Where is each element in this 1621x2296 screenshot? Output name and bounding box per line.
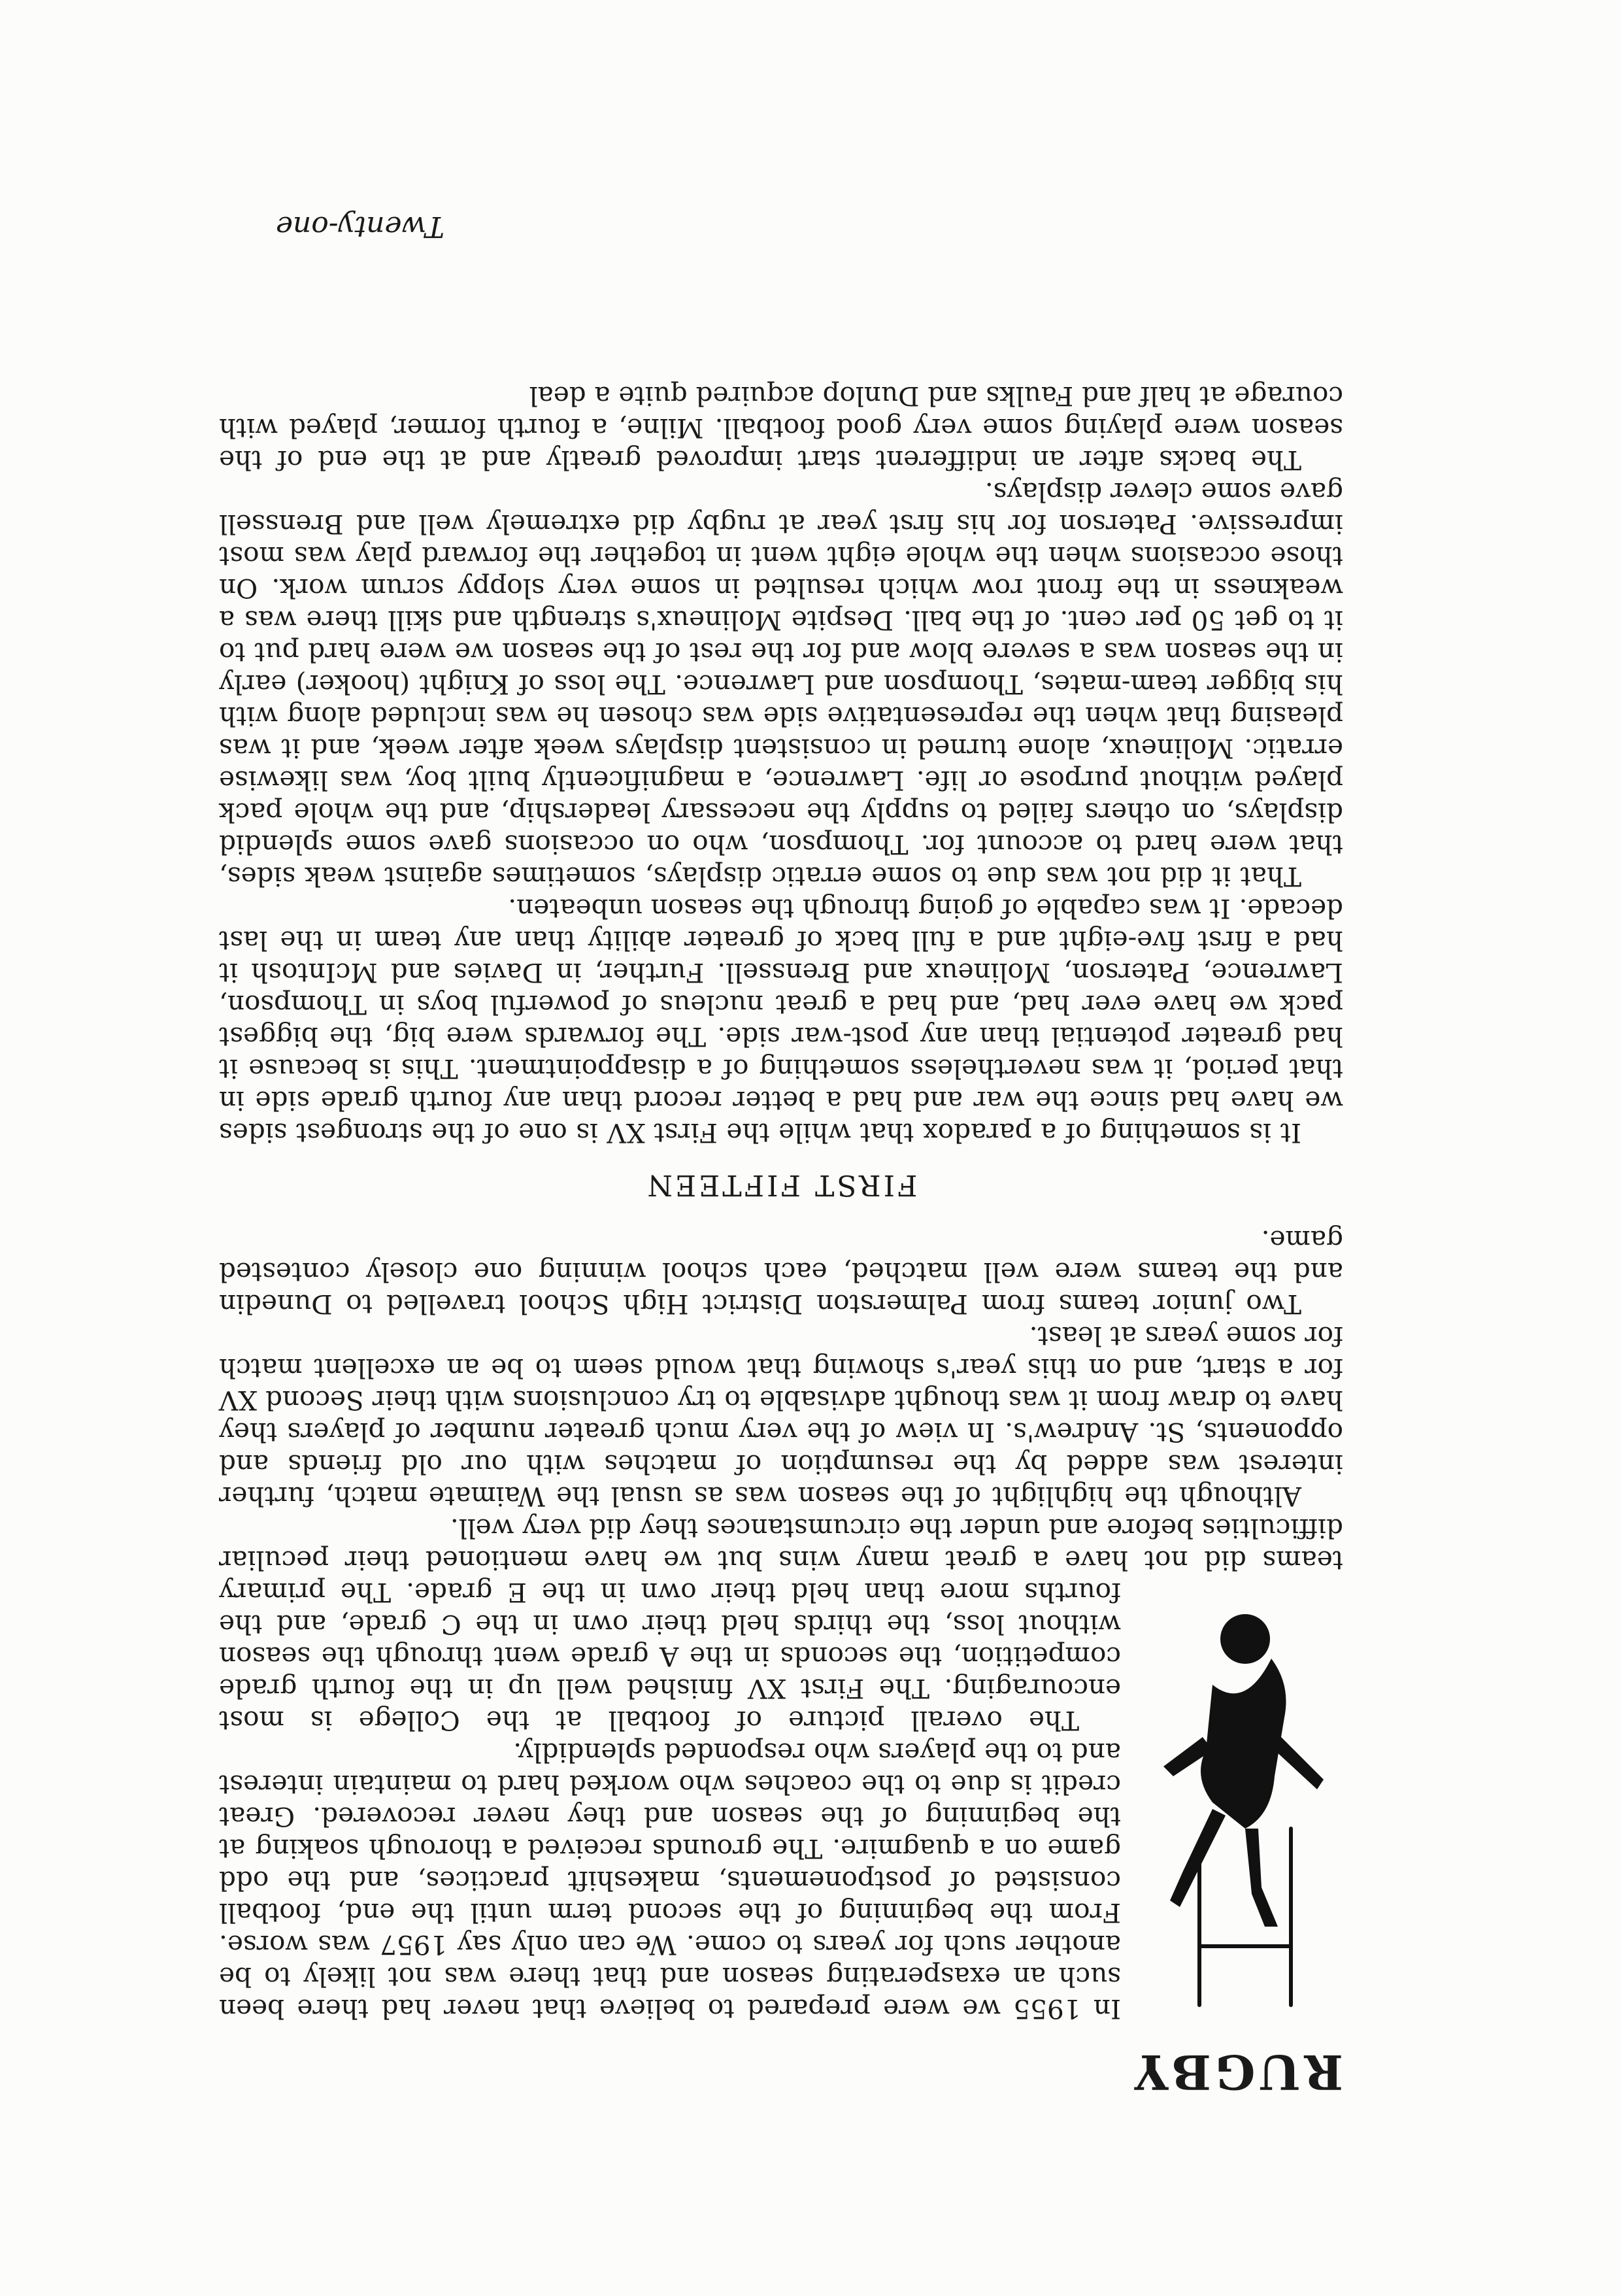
paragraph: That it did not was due to some erratic displays, sometimes against weak sides, that were hard to account for. Thompson, who on occasions gave some splendid displays, on others failed to supply the necessary leadership, and the whole pack played without purpose or life. Lawrence, a magnificently built boy, was likewise erratic. Molineux, alone turned in consistent displays week after week, and it was pleasing that when the representative side was chosen he was included along with his bigger team-mates, Thompson and Lawrence. The loss of Knight (hooker) early in the season was a severe blow and for the rest of the season we were hard put to it to get 50 per cent. of the ball. Despite Molineux's strength and skill there was a weakness in the front row which resulted in some very sloppy scrum work. On those occasions when the whole eight went in together the forward play was most impressive. Paterson for his first year at rugby did extremely well and Brenssell gave some clever displays. [219,477,1343,892]
paragraph: The overall picture of football at the College is most encouraging. The First XV finished well up in the fourth grade competition, the seconds in the A grade went through the season without loss, the thirds held their own in the C grade, and the fourths more than held their own in the E grade. The primary teams did not have a great many wins but we have mentioned their peculiar difficulties before and under the circumstances they did very well. [219,1513,1343,1736]
page-number: Twenty-one [275,210,444,243]
page-title: RUGBY [1130,2044,1343,2100]
intro-section [219,1224,1343,2025]
paragraph: The backs after an indifferent start improved greatly and at the end of the season were playing some very good football. Milne, a fourth former, played with courage at half and Faulks and Dunlop acquired quite a deal [219,380,1343,476]
paragraph: Two junior teams from Palmerston District High School travelled to Dunedin and the teams were well matched, each school winning one closely contested game. [219,1224,1343,1320]
text-column [219,380,1343,2100]
section-heading: FIRST FIFTEEN [644,1168,918,1202]
paragraph: It is something of a paradox that while the First XV is one of the strongest sides we have had since the war and had a better record than any fourth grade side in that period, it was nevertheless something of a disappointment. This is because it had greater potential than any post-war side. The forwards were big, the biggest pack we have ever had, and had a great nucleus of powerful boys in Thompson, Lawrence, Paterson, Molineux and Brenssell. Further, in Davies and McIntosh it had a first five-eight and a full back of greater ability than any team in the last decade. It was capable of going through the season unbeaten. [219,893,1343,1149]
paragraph: In 1955 we were prepared to believe that never had there been such an exasperating season and that there was not likely to be another such for years to come. We can only say 1957 was worse. From the beginning of the second term until the end, football consisted of postponements, makeshift practices, and the odd game on a quagmire. The grounds received a thorough soaking at the beginning of the season and they never recovered. Great credit is due to the coaches who worked hard to maintain interest and to the players who responded splendidly. [219,1737,1121,2025]
paragraph: Although the highlight of the season was as usual the Waimate match, further interest was added by the resumption of matches with our old friends and opponents, St. Andrew's. In view of the very much greater number of players they have to draw from it was thought advisable to try conclusions with their Second XV for a start, and on this year's showing that would seem to be an excellent match for some years at least. [219,1321,1343,1512]
rugby-player-illustration [1147,1606,1343,2025]
